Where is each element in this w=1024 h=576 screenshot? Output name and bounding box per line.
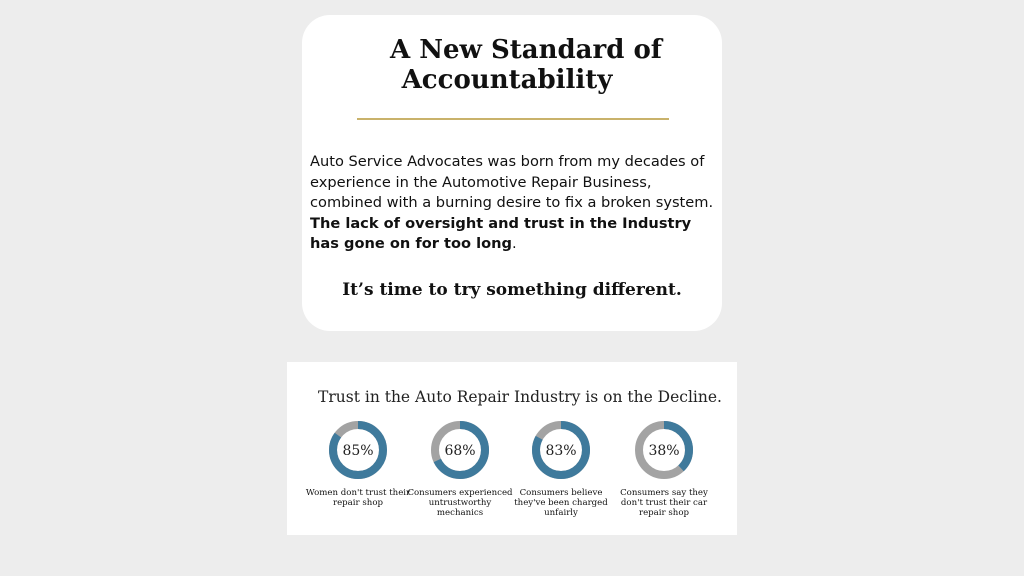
stats-title: Trust in the Auto Repair Industry is on the Decline.: [318, 388, 722, 406]
donut-chart: [531, 420, 591, 480]
body-regular-text: Auto Service Advocates was born from my decades of experience in the Automotive Repair Business, combined with a burning desire to fix a broken system.: [310, 153, 714, 211]
stat-caption: Consumers experienced untrustworthy mechanics: [407, 488, 513, 518]
card-body-text: [310, 152, 716, 255]
card-title: [302, 35, 722, 95]
stat-percent: 38%: [648, 443, 680, 459]
body-end-text: .: [511, 235, 517, 252]
stat-item: [506, 420, 616, 518]
card-title-line-1: A New Standard of: [390, 35, 662, 65]
donut-chart: [328, 420, 388, 480]
stat-caption: Women don't trust their repair shop: [305, 488, 411, 508]
card-title-line-2: Accountability: [401, 65, 613, 95]
donut-chart: [430, 420, 490, 480]
card-tagline: It’s time to try something different.: [342, 280, 682, 300]
donut-chart: [634, 420, 694, 480]
stat-caption: Consumers say they don't trust their car repair shop: [620, 488, 708, 518]
stat-percent: 68%: [444, 443, 476, 459]
stat-percent: 85%: [342, 443, 374, 459]
stat-percent: 83%: [545, 443, 577, 459]
gold-divider: [357, 118, 669, 120]
stat-caption: Consumers believe they've been charged unfairly: [514, 488, 608, 518]
stat-item: [609, 420, 719, 518]
trust-stats-panel: [287, 362, 737, 535]
body-bold-text: The lack of oversight and trust in the Industry has gone on for too long: [310, 214, 692, 252]
stat-item: [405, 420, 515, 518]
accountability-card: [302, 15, 722, 331]
stat-item: [303, 420, 413, 508]
